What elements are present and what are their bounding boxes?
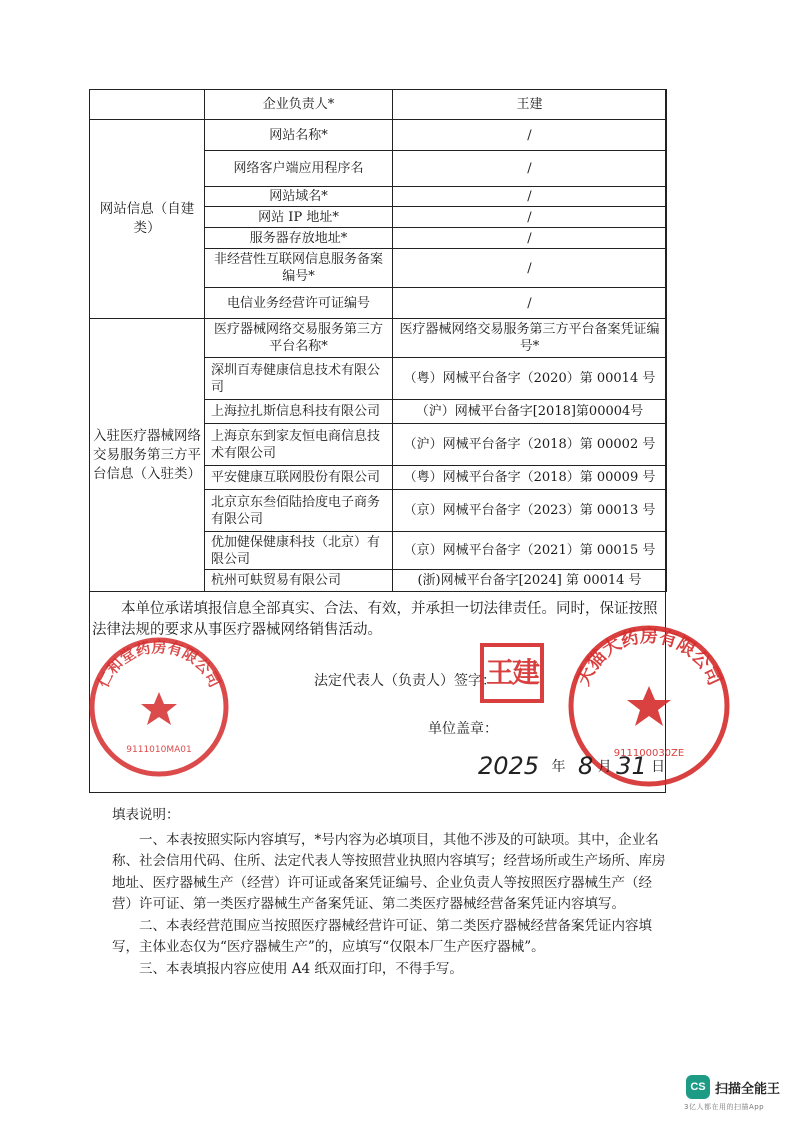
platform-cert: （粤）网械平台备字（2020）第 00014 号 bbox=[393, 358, 667, 400]
row-label: 网络客户端应用程序名 bbox=[205, 151, 393, 187]
row-value: / bbox=[393, 249, 667, 288]
platform-header-cert: 医疗器械网络交易服务第三方平台备案凭证编号* bbox=[393, 319, 667, 358]
svg-text:9111010MA01: 9111010MA01 bbox=[126, 745, 192, 755]
left-company-seal bbox=[84, 632, 234, 782]
brand-tagline: 3亿人都在用的扫描App bbox=[684, 1103, 765, 1111]
responsible-label: 企业负责人* bbox=[205, 90, 393, 120]
row-value: / bbox=[393, 207, 667, 228]
signing-date bbox=[478, 752, 665, 780]
note-item: 二、本表经营范围应当按照医疗器械经营许可证、第二类医疗器械经营备案凭证内容填写，主体业态仅为“医疗器械生产”的，应填写“仅限本厂生产医疗器械”。 bbox=[112, 917, 652, 955]
row-value: / bbox=[393, 228, 667, 249]
row-value: / bbox=[393, 151, 667, 187]
platform-name: 深圳百寿健康信息技术有限公司 bbox=[205, 358, 393, 400]
table-row bbox=[90, 120, 667, 151]
platform-name: 平安健康互联网股份有限公司 bbox=[205, 466, 393, 490]
scanner-watermark bbox=[686, 1075, 780, 1099]
platform-cert: （京）网械平台备字（2023）第 00013 号 bbox=[393, 490, 667, 532]
row-label: 网站域名* bbox=[205, 187, 393, 207]
year-char: 年 bbox=[551, 759, 566, 775]
platform-cert: （京）网械平台备字（2021）第 00015 号 bbox=[393, 532, 667, 570]
notes-title: 填表说明： bbox=[112, 807, 180, 823]
handwritten-day: 31 bbox=[616, 752, 647, 780]
note-item: 一、本表按照实际内容填写，*号内容为必填项目，其他不涉及的可缺项。其中，企业名称、社会信用代码、住所、法定代表人等按照营业执照内容填写；经营场所或生产场所、库房地址、医疗器械生产（经营）许可证或备案凭证编号、企业负责人等按照医疗器械生产（经营）许可证、第一类医疗器械生产备案凭证、第二类医疗器械经营备案凭证内容填写。 bbox=[112, 831, 666, 912]
signature-chop: 王建 bbox=[480, 643, 544, 703]
day-char: 日 bbox=[651, 759, 666, 775]
row-label: 服务器存放地址* bbox=[205, 228, 393, 249]
registration-table bbox=[89, 89, 667, 592]
platform-name: 优加健保健康科技（北京）有限公司 bbox=[205, 532, 393, 570]
filling-instructions bbox=[112, 805, 672, 980]
row-label: 网站 IP 地址* bbox=[205, 207, 393, 228]
row-label: 非经营性互联网信息服务备案编号* bbox=[205, 249, 393, 288]
platform-name: 北京京东叁佰陆拾度电子商务有限公司 bbox=[205, 490, 393, 532]
row-value: / bbox=[393, 120, 667, 151]
handwritten-month: 8 bbox=[577, 752, 594, 780]
row-value: / bbox=[393, 288, 667, 319]
platform-cert: (浙)网械平台备字[2024] 第 00014 号 bbox=[393, 570, 667, 592]
website-section-label: 网站信息（自建类） bbox=[90, 120, 205, 319]
row-value: / bbox=[393, 187, 667, 207]
handwritten-year: 2025 bbox=[478, 752, 540, 780]
row-label: 电信业务经营许可证编号 bbox=[205, 288, 393, 319]
svg-text:天猫大药房有限公司: 天猫大药房有限公司 bbox=[572, 626, 726, 689]
svg-text:仁和堂药房有限公司: 仁和堂药房有限公司 bbox=[94, 637, 224, 691]
month-char: 月 bbox=[597, 759, 612, 775]
svg-text:911100030ZE: 911100030ZE bbox=[613, 748, 685, 759]
pledge-text: 本单位承诺填报信息全部真实、合法、有效，并承担一切法律责任。同时，保证按照法律法规的要求从事医疗器械网络销售活动。 bbox=[92, 601, 658, 638]
signature-label: 法定代表人（负责人）签字： bbox=[314, 673, 496, 689]
platform-name: 上海拉扎斯信息科技有限公司 bbox=[205, 400, 393, 424]
camscanner-logo-icon: CS bbox=[686, 1075, 710, 1099]
seal-label: 单位盖章： bbox=[428, 721, 498, 737]
table-row bbox=[90, 319, 667, 358]
platform-cert: （粤）网械平台备字（2018）第 00009 号 bbox=[393, 466, 667, 490]
brand-name: 扫描全能王 bbox=[715, 1081, 781, 1097]
platform-section-label: 入驻医疗器械网络交易服务第三方平台信息（入驻类） bbox=[90, 319, 205, 592]
row-label: 网站名称* bbox=[205, 120, 393, 151]
platform-header-name: 医疗器械网络交易服务第三方平台名称* bbox=[205, 319, 393, 358]
platform-cert: （沪）网械平台备字（2018）第 00002 号 bbox=[393, 424, 667, 466]
table-row bbox=[90, 90, 667, 120]
note-item: 三、本表填报内容应使用 A4 纸双面打印，不得手写。 bbox=[139, 960, 463, 977]
platform-name: 杭州可蚨贸易有限公司 bbox=[205, 570, 393, 592]
platform-cert: （沪）网械平台备字[2018]第00004号 bbox=[393, 400, 667, 424]
responsible-value: 王建 bbox=[393, 90, 667, 120]
platform-name: 上海京东到家友恒电商信息技术有限公司 bbox=[205, 424, 393, 466]
